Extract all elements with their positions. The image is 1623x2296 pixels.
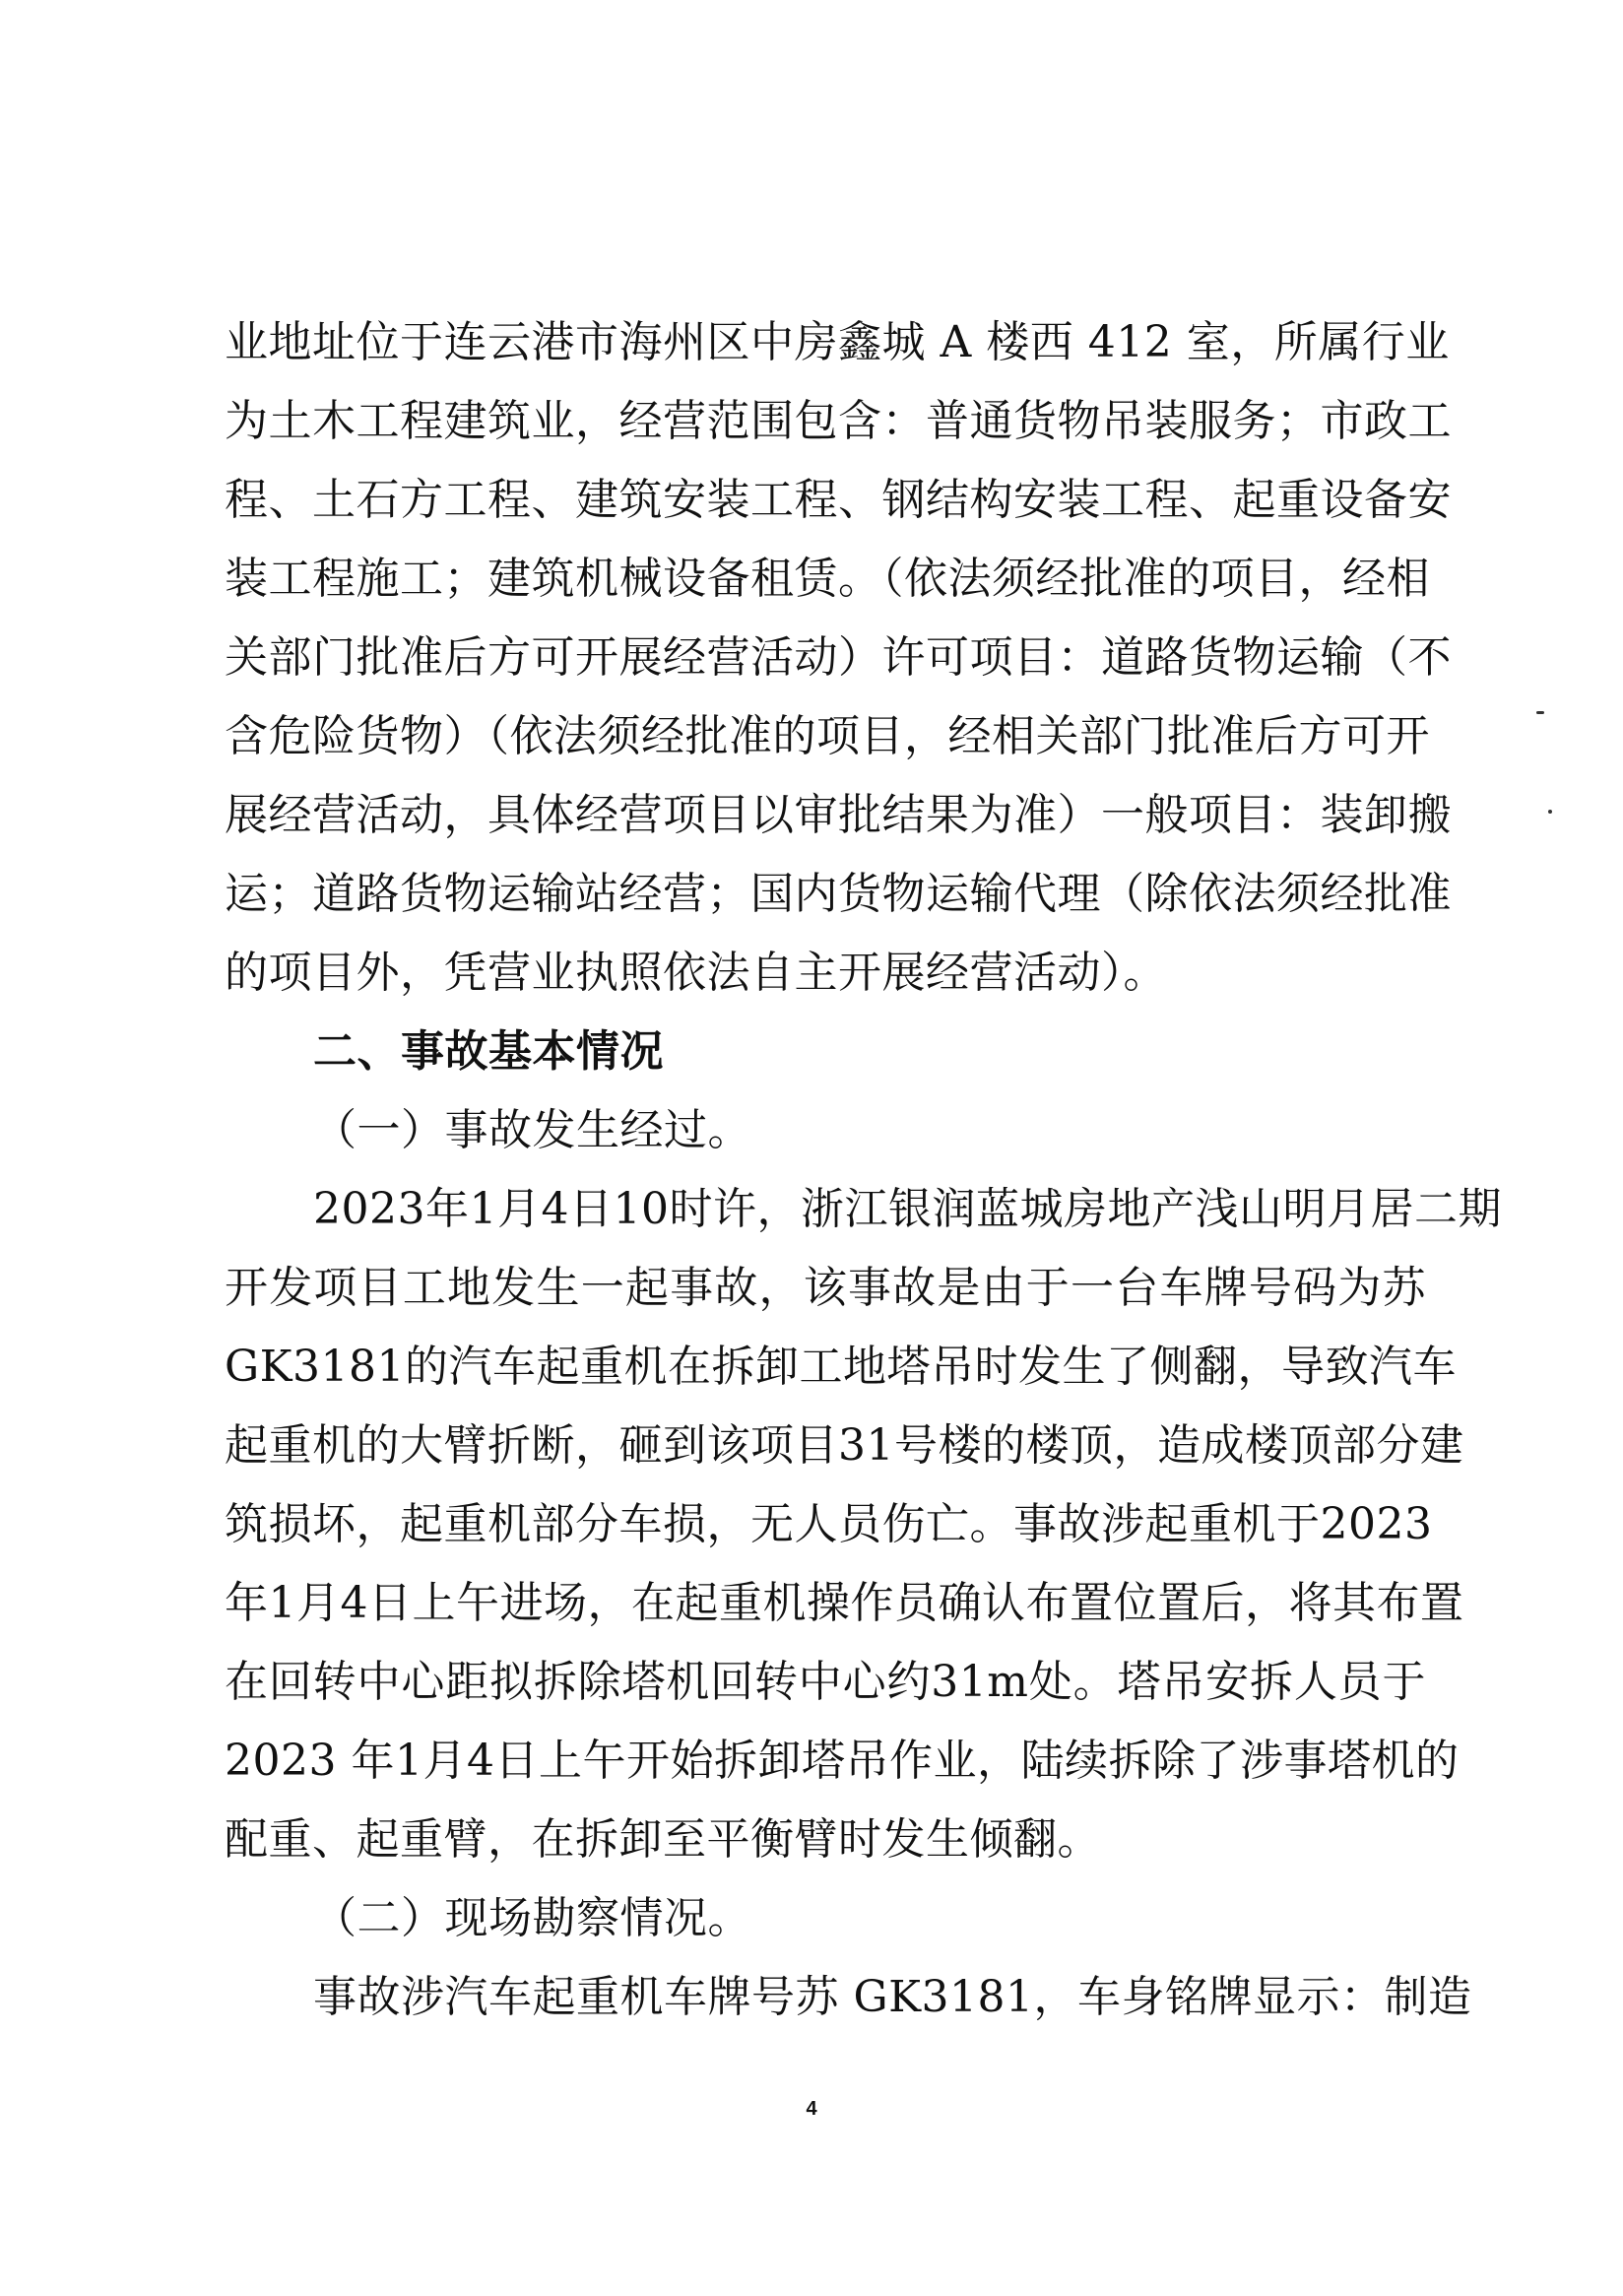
page-number: 4 (806, 2098, 817, 2120)
scan-speck (1536, 711, 1544, 714)
paragraph-line: 为土木工程建筑业，经营范围包含：普通货物吊装服务；市政工 (225, 396, 1452, 446)
paragraph-line: 事故涉汽车起重机车牌号苏 GK3181，车身铭牌显示：制造 (313, 1972, 1472, 2022)
subheading-site-survey: （二）现场勘察情况。 (313, 1893, 751, 1943)
paragraph-line: 含危险货物）（依法须经批准的项目，经相关部门批准后方可开 (225, 711, 1430, 761)
paragraph-line: 年1月4日上午进场，在起重机操作员确认布置位置后，将其布置 (225, 1578, 1464, 1628)
paragraph-line: 在回转中心距拟拆除塔机回转中心约31m处。塔吊安拆人员于 (225, 1657, 1426, 1707)
paragraph-line: 装工程施工；建筑机械设备租赁。（依法须经批准的项目，经相 (225, 554, 1430, 604)
subheading-accident-process: （一）事故发生经过。 (313, 1105, 751, 1155)
paragraph-line: GK3181的汽车起重机在拆卸工地塔吊时发生了侧翻，导致汽车 (225, 1342, 1457, 1392)
paragraph-line: 的项目外，凭营业执照依法自主开展经营活动）。 (225, 948, 1167, 998)
paragraph-line: 关部门批准后方可开展经营活动）许可项目：道路货物运输（不 (225, 632, 1452, 683)
scan-speck (1548, 810, 1552, 814)
paragraph-line: 起重机的大臂折断，砸到该项目31号楼的楼顶，造成楼顶部分建 (225, 1420, 1464, 1471)
paragraph-line: 配重、起重臂，在拆卸至平衡臂时发生倾翻。 (225, 1814, 1101, 1865)
paragraph-line: 2023年1月4日10时许，浙江银润蓝城房地产浅山明月居二期 (313, 1184, 1502, 1234)
paragraph-line: 程、土石方工程、建筑安装工程、钢结构安装工程、起重设备安 (225, 475, 1452, 525)
paragraph-line: 筑损坏，起重机部分车损，无人员伤亡。事故涉起重机于2023 (225, 1499, 1433, 1549)
paragraph-line: 2023 年1月4日上午开始拆卸塔吊作业，陆续拆除了涉事塔机的 (225, 1736, 1460, 1786)
paragraph-line: 业地址位于连云港市海州区中房鑫城 A 楼西 412 室，所属行业 (225, 317, 1450, 367)
paragraph-line: 展经营活动，具体经营项目以审批结果为准）一般项目：装卸搬 (225, 790, 1452, 840)
paragraph-line: 运；道路货物运输站经营；国内货物运输代理（除依法须经批准 (225, 869, 1452, 919)
section-heading: 二、事故基本情况 (313, 1026, 664, 1077)
paragraph-line: 开发项目工地发生一起事故，该事故是由于一台车牌号码为苏 (225, 1263, 1426, 1313)
